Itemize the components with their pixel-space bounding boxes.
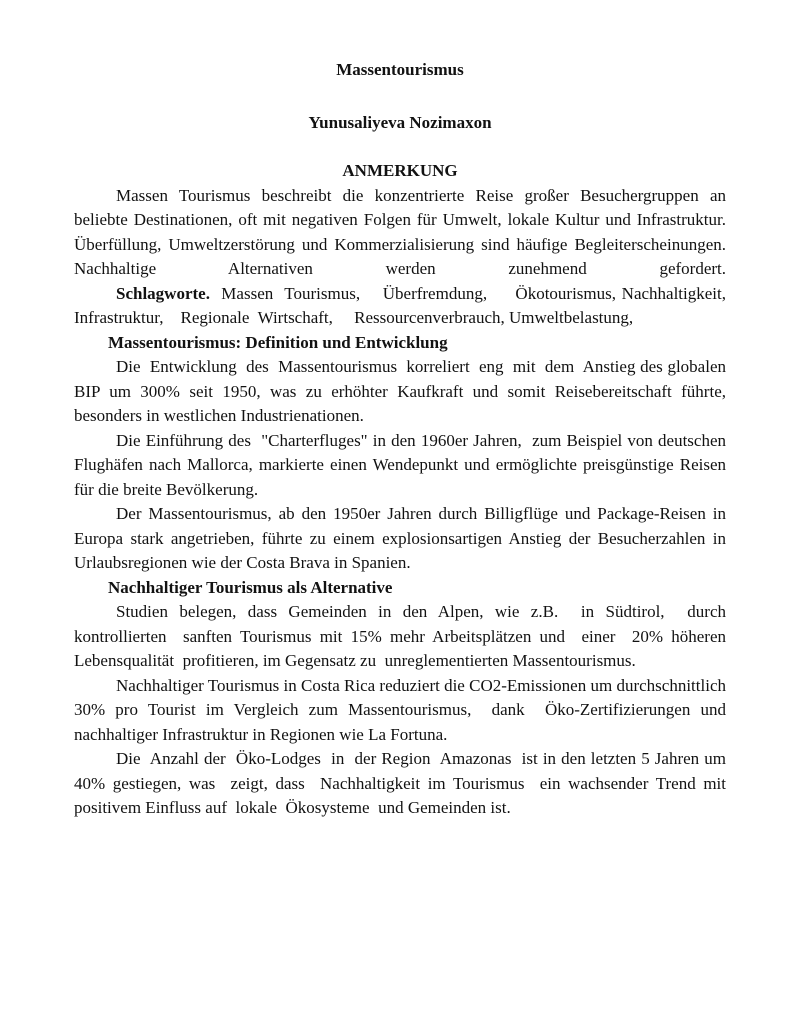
paragraph: Der Massentourismus, ab den 1950er Jahren durch Billigflüge und Package-Reisen in Europa stark angetrieben, führte zu einem explosionsartigen Anstieg der Besucherzahlen in Urlaubsregionen wie der Costa Brava in Spanien. — [74, 504, 739, 572]
paragraph: Die Einführung des "Charterfluges" in den 1960er Jahren, zum Beispiel von deutschen Flughäfen nach Mallorca, markierte einen Wendepunkt und ermöglichte preisgünstige Reisen für die breite Bevölkerung. — [74, 430, 731, 499]
paragraph: Studien belegen, dass Gemeinden in den Alpen, wie z.B. in Südtirol, durch kontrollierten sanften Tourismus mit 15% mehr Arbeitsplätzen und einer 20% höheren Lebensqualität profitieren, im Gegensatz zu unreglementierten Massentourismus. — [74, 602, 731, 670]
abstract-paragraph: Massen Tourismus beschreibt die konzentrierte Reise großer Besuchergruppen an beliebte Destinationen, oft mit negativen Folgen für Umwelt, lokale Kultur und Infrastruktur. Überfüllung, Umweltzerstörung und Kommerzialisierung sind häufige Begleiterscheinungen. Nachhaltige Alternativen werden zunehmend gefordert. — [74, 185, 739, 278]
keywords-paragraph — [74, 282, 748, 331]
paragraph: Die Anzahl der Öko-Lodges in der Region Amazonas ist in den letzten 5 Jahren um 40% gestiegen, was zeigt, dass Nachhaltigkeit im Tourismus ein wachsender Trend mit positivem Einfluss auf lokale Ökosysteme und Gemeinden ist. — [74, 749, 735, 817]
document-title: Massentourismus — [336, 60, 464, 79]
keywords-text: Massen Tourismus, Überfremdung, Ökotourismus, Nachhaltigkeit, Infrastruktur, Regionale Wirtschaft, Ressourcenverbrauch, Umweltbelastung, — [74, 283, 748, 327]
author-name: Yunusaliyeva Nozimaxon — [308, 112, 492, 132]
paragraph: Die Entwicklung des Massentourismus korreliert eng mit dem Anstieg des globalen BIP um 300% seit 1950, was zu erhöhter Kaufkraft und somit Reisebereitschaft führte, besonders in westlichen Industrienationen. — [74, 357, 731, 425]
abstract-heading: ANMERKUNG — [342, 161, 458, 180]
section-heading-definition: Massentourismus: Definition und Entwicklung — [108, 332, 448, 352]
section-heading-alternative: Nachhaltiger Tourismus als Alternative — [108, 577, 393, 597]
paragraph: Nachhaltiger Tourismus in Costa Rica reduziert die CO2-Emissionen um durchschnittlich 30% pro Tourist im Vergleich zum Massentourismus, dank Öko-Zertifizierungen und nachhaltiger Infrastruktur in Regionen wie La Fortuna. — [74, 675, 735, 744]
keywords-label: Schlagworte. — [116, 283, 210, 303]
